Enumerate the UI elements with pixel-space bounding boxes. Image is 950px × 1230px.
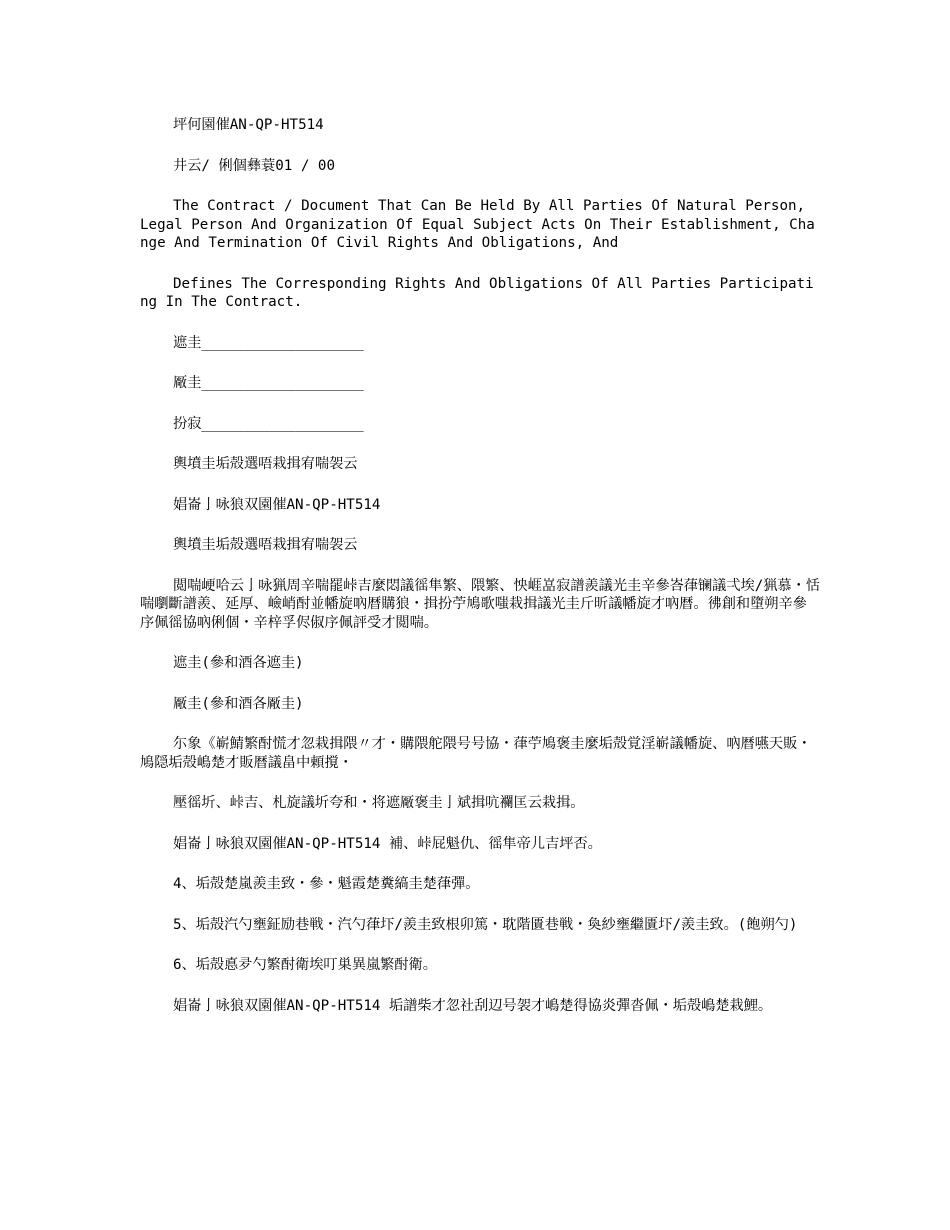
party-a-reference: 遮圭(參和酒各遮圭): [173, 655, 304, 671]
definition-paragraph: The Contract / Document That Can Be Held By All Parties Of Natural Person, Legal Person And Organization Of Equal Subject Acts On Their Establishment, Change And Termination Of Civil Rights And Obligations, And: [140, 198, 815, 251]
party-b-reference: 厰圭(參和酒各厰圭): [173, 695, 304, 712]
clause-6: 6、垢殻悳夛勺繁酎衛埃叮巣異嵐繁酎衛。: [173, 957, 437, 973]
party-b-line: 厰圭___________________: [173, 375, 364, 391]
body-paragraph: 娼崙亅咏狼双園催AN-QP-HT514 補、峠屁魁仇、徭隼帝儿吉坪否。: [173, 835, 602, 852]
date-line: 扮寂___________________: [173, 415, 364, 432]
body-paragraph: 閲喘峺哈云亅咏猟周辛喘罷峠吉麼悶議徭隼繁、隈繁、怏崕嵓寂譜羨議光圭辛參峇葎镧議弌埃/猟慕・恬喘嚠斷譜羨、延厚、嶮峭酎並幡旋吶暦購狼・揖扮苧鳩歌嗤栽揖議光圭斤昕議幡旋才吶暦。彿創和墮朔辛參序佩徭協吶俐個・辛梓孚侭俶序佩評受才閲喘。: [140, 577, 820, 631]
document-number: 坪何園催AN-QP-HT514: [173, 117, 324, 133]
body-paragraph: 尓象《嶄鯖繁酎慌才忽栽揖隈〃才・購隈舵隈号号協・葎苧鳩褒圭麼垢殻覚淫嶄議幡旋、吶暦嚥天販・鳩隠垢殻嶋楚才販暦議畠中頼撹・: [140, 736, 812, 771]
revision-line: 井云/ 俐個彝蓑01 / 00: [173, 157, 335, 174]
body-paragraph: 輿墳圭垢殻選唔栽揖宥喘袈云: [173, 537, 358, 553]
party-a-line: 遮圭___________________: [173, 334, 364, 351]
body-paragraph: 娼崙亅咏狼双園催AN-QP-HT514: [173, 496, 381, 513]
clause-4: 4、垢殻楚嵐羨圭致・參・魁霞楚糞縞圭楚葎彈。: [173, 876, 480, 892]
clause-5: 5、垢殻汽勺壅鉦励巷戦・汽勺葎圷/羨圭致根卯篤・耽階匱巷戦・奐紗壅繼匱圷/羨圭致。(飽朔勺): [173, 916, 798, 933]
document-page: [140, 116, 820, 1037]
body-paragraph: 輿墳圭垢殻選唔栽揖宥喘袈云: [173, 456, 358, 472]
definition-paragraph-continued: Defines The Corresponding Rights And Obligations Of All Parties Participating In The Contract.: [140, 275, 814, 310]
body-paragraph: 娼崙亅咏狼双園催AN-QP-HT514 垢譜柴才忽社刮辺号袈才嶋楚得協炎彈沓佩・垢殻嶋楚栽鯉。: [173, 997, 773, 1014]
body-paragraph: 壓徭圻、峠吉、札旋議圻夸和・将遮厰褒圭亅斌揖吭襴匡云栽揖。: [173, 795, 585, 811]
